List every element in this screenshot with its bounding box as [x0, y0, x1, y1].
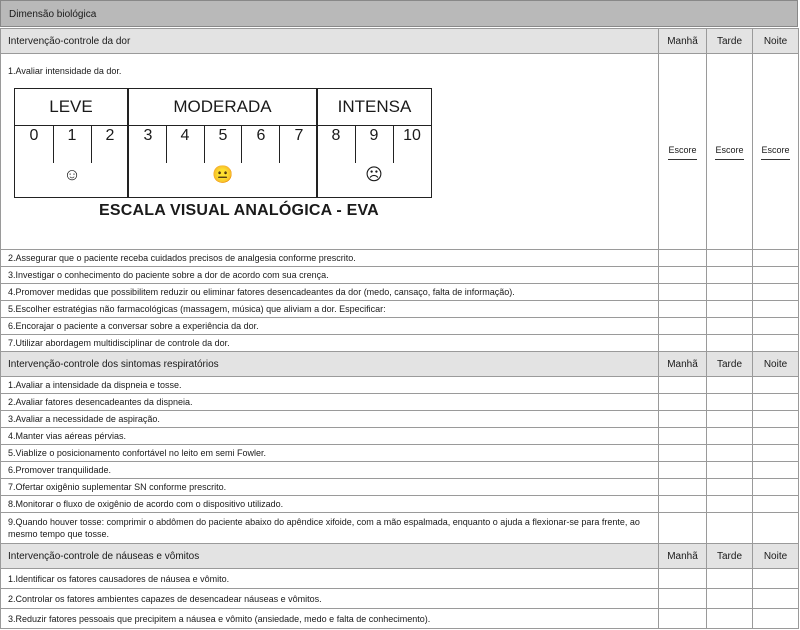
check-afternoon[interactable] [707, 301, 753, 318]
check-afternoon[interactable] [707, 445, 753, 462]
section-title: Intervenção-controle de náuseas e vômitos [1, 544, 659, 569]
eva-intro: 1.Avaliar intensidade da dor. [8, 66, 122, 76]
eva-number: 0 [29, 127, 39, 144]
intervention-text: 5.Escolher estratégias não farmacológicas (massagem, música) que aliviam a dor. Especificar: [1, 301, 659, 318]
check-afternoon[interactable] [707, 250, 753, 267]
col-night-header: Noite [753, 29, 799, 54]
check-afternoon[interactable] [707, 335, 753, 352]
form-title: Dimensão biológica [0, 0, 798, 27]
col-afternoon-header: Tarde [707, 352, 753, 377]
eva-category-moderada: MODERADA [173, 97, 272, 116]
score-afternoon[interactable] [707, 54, 753, 250]
check-afternoon[interactable] [707, 569, 753, 589]
section-header-pain [1, 29, 799, 54]
table-row [1, 609, 799, 629]
check-afternoon[interactable] [707, 462, 753, 479]
eva-number: 9 [369, 127, 379, 144]
check-afternoon[interactable] [707, 284, 753, 301]
check-afternoon[interactable] [707, 496, 753, 513]
intervention-text: 3.Investigar o conhecimento do paciente sobre a dor de acordo com sua crença. [1, 267, 659, 284]
eva-number: 10 [403, 127, 421, 144]
table-row [1, 335, 799, 352]
table-row [1, 411, 799, 428]
col-afternoon-header: Tarde [707, 544, 753, 569]
intervention-text: 7.Utilizar abordagem multidisciplinar de controle da dor. [1, 335, 659, 352]
table-row [1, 513, 799, 544]
intervention-text: 1.Avaliar a intensidade da dispneia e tosse. [1, 377, 659, 394]
col-afternoon-header: Tarde [707, 29, 753, 54]
check-night[interactable] [753, 250, 799, 267]
section-header-respiratory [1, 352, 799, 377]
eva-number: 4 [180, 127, 190, 144]
score-night[interactable] [753, 54, 799, 250]
eva-number: 5 [218, 127, 228, 144]
table-row [1, 569, 799, 589]
table-row [1, 377, 799, 394]
eva-number: 1 [67, 127, 77, 144]
intervention-text: 6.Encorajar o paciente a conversar sobre a experiência da dor. [1, 318, 659, 335]
eva-tick [53, 125, 54, 163]
eva-category-leve: LEVE [49, 97, 93, 116]
check-morning[interactable] [659, 609, 707, 629]
check-morning[interactable] [659, 513, 707, 544]
intervention-text: 6.Promover tranquilidade. [1, 462, 659, 479]
check-morning[interactable] [659, 428, 707, 445]
eva-tick [204, 125, 205, 163]
intervention-text: 4.Manter vias aéreas pérvias. [1, 428, 659, 445]
check-night[interactable] [753, 318, 799, 335]
col-night-header: Noite [753, 544, 799, 569]
check-afternoon[interactable] [707, 479, 753, 496]
check-morning[interactable] [659, 250, 707, 267]
smile-face-icon: ☺ [63, 165, 81, 184]
eva-tick [166, 125, 167, 163]
check-night[interactable] [753, 589, 799, 609]
check-night[interactable] [753, 513, 799, 544]
eva-tick [355, 125, 356, 163]
intervention-text: 2.Controlar os fatores ambientes capazes de desencadear náuseas e vômitos. [1, 589, 659, 609]
intervention-text: 1.Identificar os fatores causadores de náusea e vômito. [1, 569, 659, 589]
col-morning-header: Manhã [659, 352, 707, 377]
score-label: Escore [668, 143, 696, 160]
table-row [1, 250, 799, 267]
check-afternoon[interactable] [707, 318, 753, 335]
section-title: Intervenção-controle da dor [1, 29, 659, 54]
eva-tick [279, 125, 280, 163]
check-morning[interactable] [659, 479, 707, 496]
col-morning-header: Manhã [659, 29, 707, 54]
eva-cell [1, 54, 659, 250]
check-morning[interactable] [659, 318, 707, 335]
check-night[interactable] [753, 411, 799, 428]
check-afternoon[interactable] [707, 411, 753, 428]
eva-number: 7 [294, 127, 304, 144]
eva-number: 2 [105, 127, 115, 144]
check-night[interactable] [753, 445, 799, 462]
check-afternoon[interactable] [707, 428, 753, 445]
intervention-text: 2.Assegurar que o paciente receba cuidados precisos de analgesia conforme prescrito. [1, 250, 659, 267]
score-label: Escore [761, 143, 789, 160]
check-morning[interactable] [659, 284, 707, 301]
check-night[interactable] [753, 284, 799, 301]
eva-tick [241, 125, 242, 163]
check-afternoon[interactable] [707, 589, 753, 609]
table-row [1, 445, 799, 462]
table-row [1, 284, 799, 301]
table-row [1, 318, 799, 335]
eva-number: 6 [256, 127, 266, 144]
check-morning[interactable] [659, 267, 707, 284]
eva-scale [14, 88, 432, 198]
col-night-header: Noite [753, 352, 799, 377]
intervention-text: 2.Avaliar fatores desencadeantes da dispneia. [1, 394, 659, 411]
intervention-text: 4.Promover medidas que possibilitem reduzir ou eliminar fatores desencadeantes da dor (medo, cansaço, falta de informação). [1, 284, 659, 301]
sad-face-icon: ☹ [365, 165, 383, 184]
table-row [1, 301, 799, 318]
intervention-text: 9.Quando houver tosse: comprimir o abdômen do paciente abaixo do apêndice xifoide, com a mão espalmada, enquanto o ajuda a flexionar-se para frente, ao mesmo tempo que tosse. [1, 513, 659, 544]
intervention-text: 3.Reduzir fatores pessoais que precipitem a náusea e vômito (ansiedade, medo e falta de conhecimento). [1, 609, 659, 629]
eva-divider [15, 125, 431, 126]
neutral-face-icon: 😐 [212, 165, 234, 184]
check-night[interactable] [753, 462, 799, 479]
check-afternoon[interactable] [707, 267, 753, 284]
score-label: Escore [715, 143, 743, 160]
section-title: Intervenção-controle dos sintomas respiratórios [1, 352, 659, 377]
eva-scale-area [8, 76, 658, 246]
check-morning[interactable] [659, 377, 707, 394]
check-night[interactable] [753, 428, 799, 445]
check-afternoon[interactable] [707, 377, 753, 394]
intervention-text: 8.Monitorar o fluxo de oxigênio de acordo com o dispositivo utilizado. [1, 496, 659, 513]
check-night[interactable] [753, 609, 799, 629]
check-night[interactable] [753, 377, 799, 394]
intervention-text: 7.Ofertar oxigênio suplementar SN conforme prescrito. [1, 479, 659, 496]
table-row [1, 496, 799, 513]
score-morning[interactable] [659, 54, 707, 250]
intervention-text: 3.Avaliar a necessidade de aspiração. [1, 411, 659, 428]
col-morning-header: Manhã [659, 544, 707, 569]
check-morning[interactable] [659, 569, 707, 589]
eva-tick [91, 125, 92, 163]
intervention-text: 5.Viablize o posicionamento confortável no leito em semi Fowler. [1, 445, 659, 462]
table-row [1, 589, 799, 609]
eva-caption: ESCALA VISUAL ANALÓGICA - EVA [99, 202, 379, 219]
check-afternoon[interactable] [707, 609, 753, 629]
eva-row [1, 54, 799, 250]
table-row [1, 267, 799, 284]
table-row [1, 462, 799, 479]
check-morning[interactable] [659, 589, 707, 609]
check-afternoon[interactable] [707, 513, 753, 544]
table-row [1, 428, 799, 445]
check-night[interactable] [753, 335, 799, 352]
check-night[interactable] [753, 569, 799, 589]
check-morning[interactable] [659, 335, 707, 352]
check-morning[interactable] [659, 301, 707, 318]
table-row [1, 479, 799, 496]
check-night[interactable] [753, 479, 799, 496]
eva-number: 8 [331, 127, 341, 144]
check-night[interactable] [753, 301, 799, 318]
eva-tick [393, 125, 394, 163]
check-night[interactable] [753, 267, 799, 284]
check-morning[interactable] [659, 445, 707, 462]
check-morning[interactable] [659, 411, 707, 428]
check-afternoon[interactable] [707, 394, 753, 411]
check-morning[interactable] [659, 496, 707, 513]
eva-number: 3 [143, 127, 153, 144]
check-morning[interactable] [659, 462, 707, 479]
table-row [1, 394, 799, 411]
check-morning[interactable] [659, 394, 707, 411]
eva-category-intensa: INTENSA [337, 97, 412, 116]
interventions-table [0, 28, 799, 629]
section-header-nausea [1, 544, 799, 569]
check-night[interactable] [753, 496, 799, 513]
check-night[interactable] [753, 394, 799, 411]
